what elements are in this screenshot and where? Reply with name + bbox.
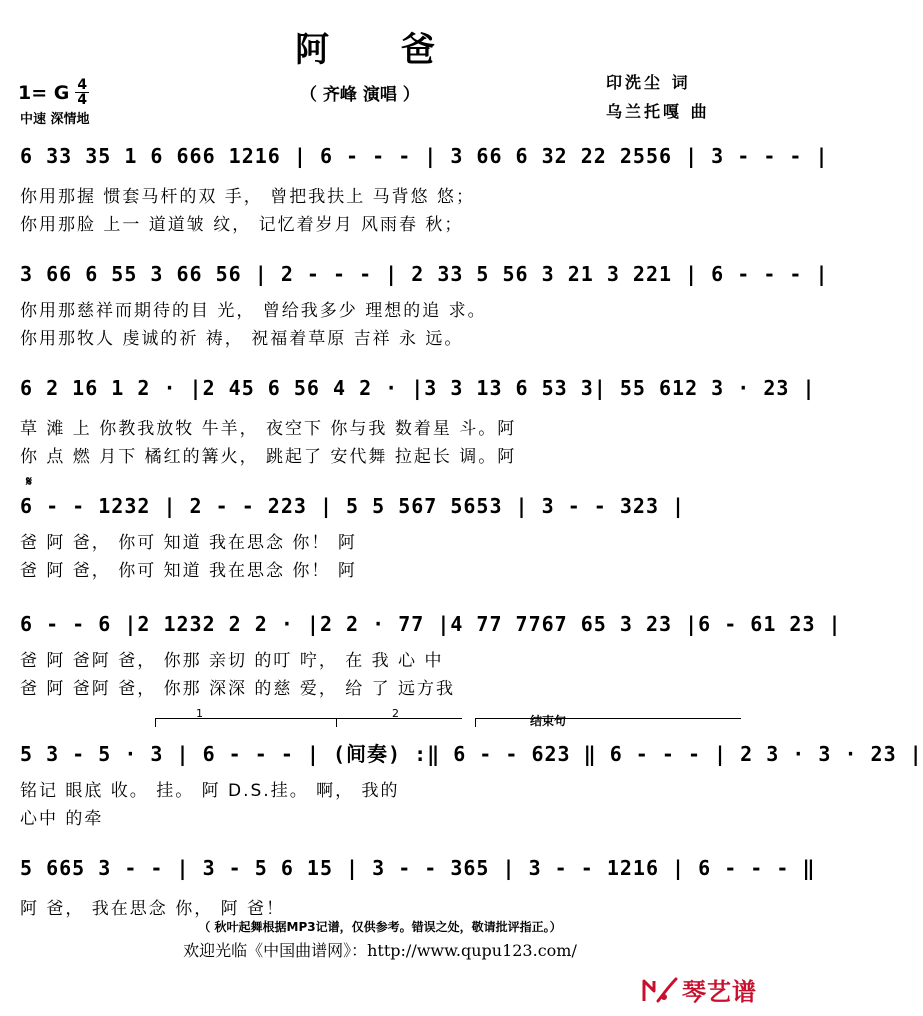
song-title: 阿 爸 — [295, 30, 465, 70]
lyric-line-5b: 爸 阿 爸阿 爸， 你那 深深 的慈 爱， 给 了 远方我 — [20, 679, 456, 699]
ending-label: 结束句 — [530, 714, 567, 728]
segno-sign: 𝄋 — [26, 474, 33, 490]
volta-1-label: 1 — [196, 707, 203, 720]
notation-line-3: 6 2 16 1 2 · |2 45 6 56 4 2 · |3 3 13 6 53 3| 55 612 3 · 23 | — [20, 376, 816, 400]
lyric-line-2a: 你用那慈祥而期待的目 光， 曾给我多少 理想的追 求。 — [20, 301, 487, 321]
lyric-line-3b: 你 点 燃 月下 橘红的篝火， 跳起了 安代舞 拉起长 调。阿 — [20, 447, 517, 467]
notation-line-6: 5 3 - 5 · 3 | 6 - - - | (间奏) :‖ 6 - - 623 ‖ 6 - - - | 2 3 · 3 · 23 | — [20, 742, 923, 766]
lyric-line-3a: 草 滩 上 你教我放牧 牛羊， 夜空下 你与我 数着星 斗。阿 — [20, 419, 517, 439]
notation-line-7: 5 665 3 - - | 3 - 5 6 15 | 3 - - 365 | 3 - - 1216 | 6 - - - ‖ — [20, 856, 816, 880]
site-welcome: 欢迎光临《中国曲谱网》：http://www.qupu123.com/ — [183, 941, 577, 960]
lyric-line-4b: 爸 阿 爸， 你可 知道 我在思念 你！ 阿 — [20, 561, 357, 581]
time-denominator: 4 — [77, 92, 88, 108]
lyricist-credit: 印洗尘 词 — [606, 73, 691, 92]
tempo-marking: 中速 深情地 — [20, 112, 90, 127]
lyric-line-1a: 你用那握 惯套马杆的双 手， 曾把我扶上 马背悠 悠； — [20, 187, 476, 207]
lyric-line-1b: 你用那脸 上一 道道皱 纹， 记忆着岁月 风雨春 秋； — [20, 215, 464, 235]
lyric-line-6b: 心中 的牵 — [20, 809, 104, 829]
singer-credit: （ 齐峰 演唱 ） — [300, 85, 420, 105]
time-numerator: 4 — [77, 77, 88, 93]
key-signature — [18, 78, 89, 107]
lyric-line-2b: 你用那牧人 虔诚的祈 祷， 祝福着草原 吉祥 永 远。 — [20, 329, 464, 349]
lyric-line-6a: 铭记 眼底 收。 挂。 阿 D.S.挂。 啊， 我的 — [20, 781, 400, 801]
credits — [606, 68, 710, 126]
logo-mark-icon — [640, 975, 680, 1005]
logo-text: 琴艺谱 — [682, 978, 757, 1006]
ending-bracket — [475, 718, 741, 727]
notation-line-5: 6 - - 6 |2 1232 2 2 · |2 2 · 77 |4 77 7767 65 3 23 |6 - 61 23 | — [20, 612, 842, 636]
time-signature — [75, 78, 89, 107]
key-label: 1= G — [18, 81, 70, 104]
transcriber-note: （ 秋叶起舞根据MP3记谱，仅供参考。错误之处，敬请批评指正。） — [198, 920, 562, 934]
composer-credit: 乌兰托嘎 曲 — [606, 102, 710, 121]
volta-2-label: 2 — [392, 707, 399, 720]
notation-line-4: 6 - - 1232 | 2 - - 223 | 5 5 567 5653 | 3 - - 323 | — [20, 494, 686, 518]
site-logo[interactable] — [640, 972, 757, 1007]
notation-line-1: 6 33 35 1 6 666 1216 | 6 - - - | 3 66 6 32 22 2556 | 3 - - - | — [20, 144, 829, 168]
lyric-line-7a: 阿 爸， 我在思念 你， 阿 爸！ — [20, 899, 286, 919]
volta-bracket-2 — [336, 707, 462, 727]
notation-line-2: 3 66 6 55 3 66 56 | 2 - - - | 2 33 5 56 3 21 3 221 | 6 - - - | — [20, 262, 829, 286]
lyric-line-5a: 爸 阿 爸阿 爸， 你那 亲切 的叮 咛， 在 我 心 中 — [20, 651, 444, 671]
lyric-line-4a: 爸 阿 爸， 你可 知道 我在思念 你！ 阿 — [20, 533, 357, 553]
